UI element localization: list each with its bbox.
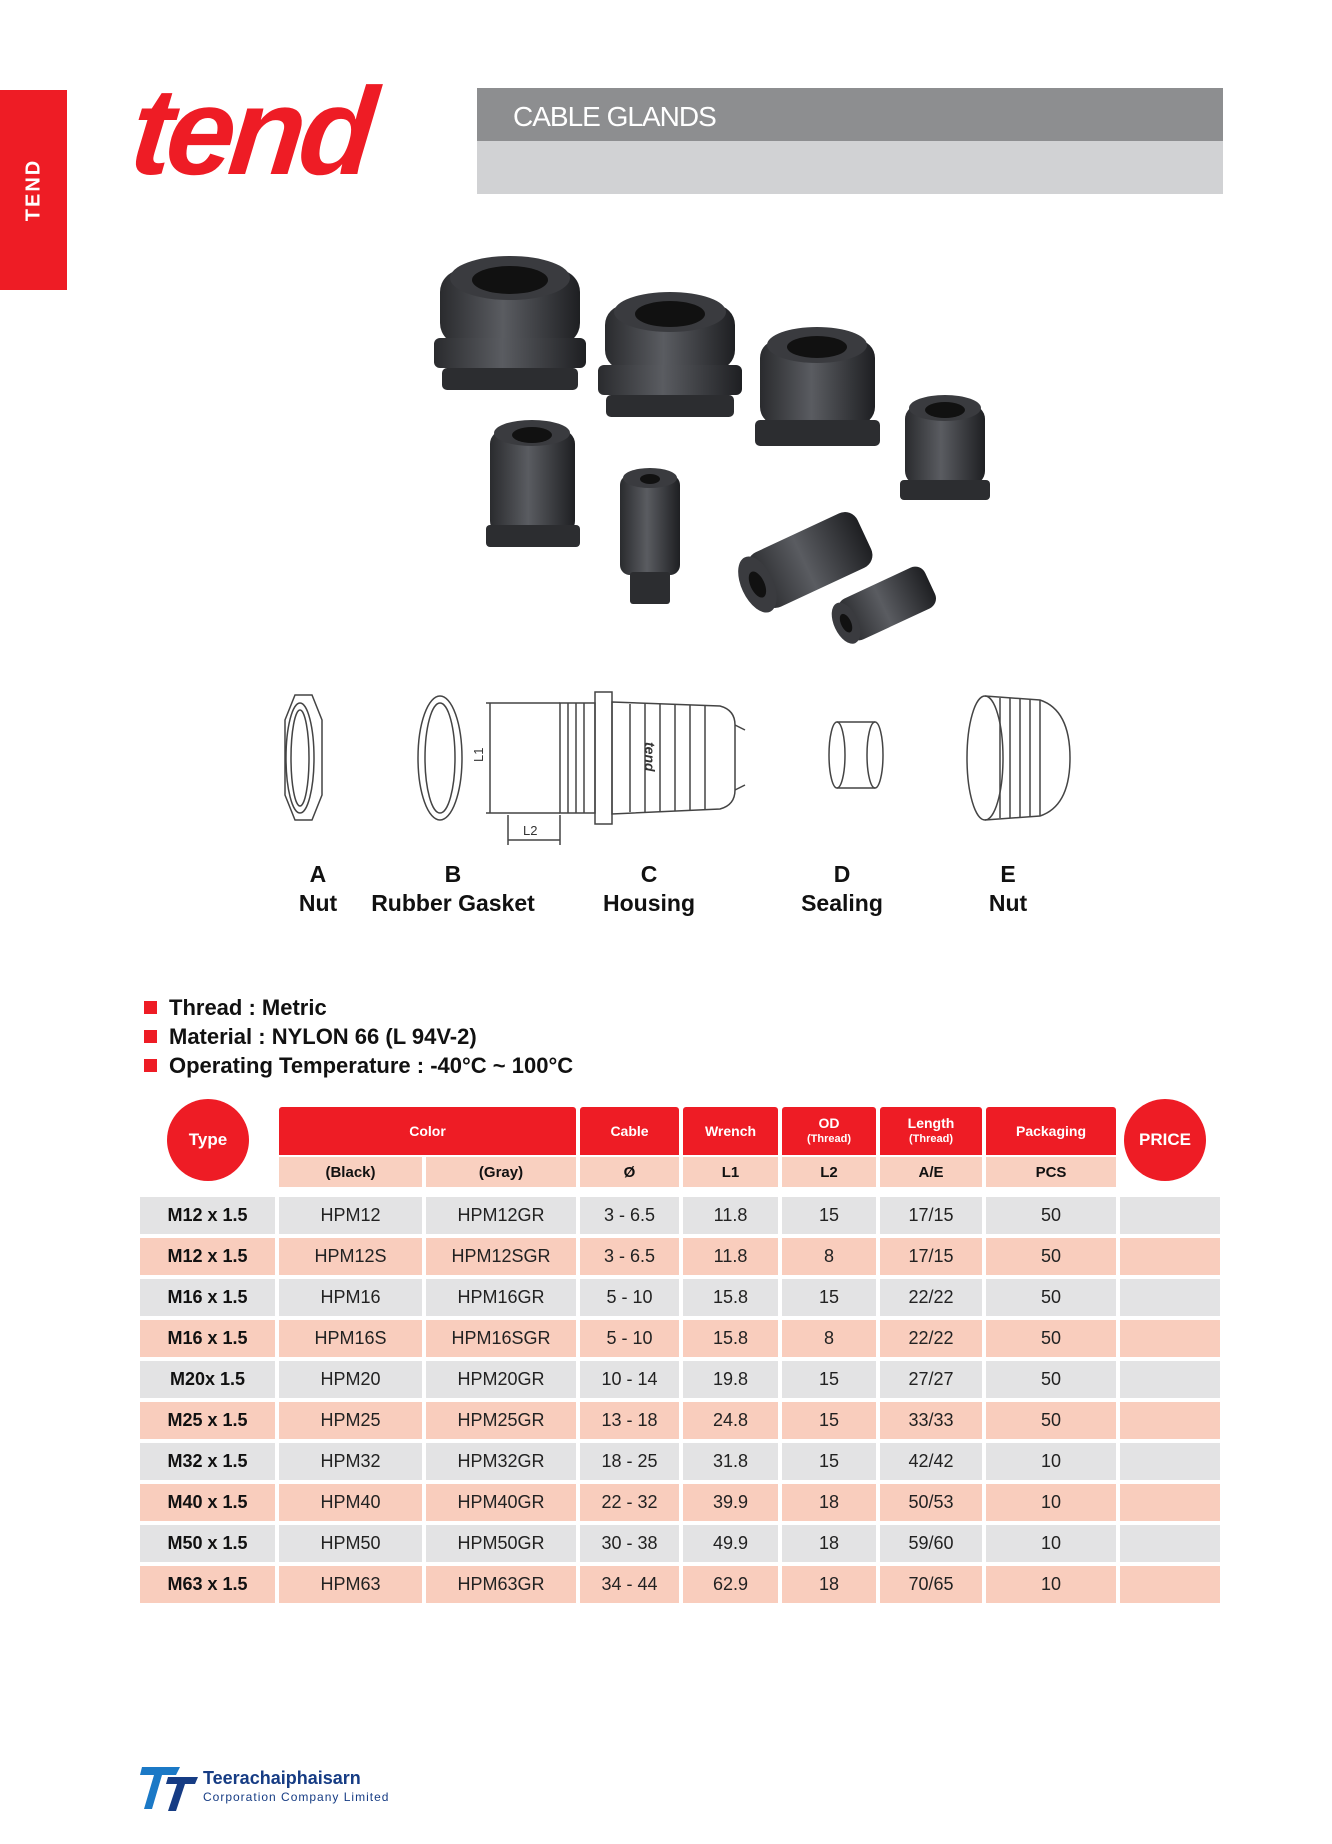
- gland-large-1: [434, 256, 586, 390]
- part-name: Housing: [603, 890, 695, 916]
- wrench-subheader: L1: [683, 1157, 778, 1187]
- length-subheader: A/E: [880, 1157, 982, 1187]
- spec-list: [144, 993, 573, 1080]
- spec-text: Material : NYLON 66 (L 94V-2): [169, 1023, 477, 1049]
- black-code-cell: HPM40: [279, 1484, 422, 1521]
- od-cell: 15: [782, 1443, 876, 1480]
- cable-cell: 5 - 10: [580, 1279, 679, 1316]
- gray-code-cell: HPM25GR: [426, 1402, 576, 1439]
- gray-subheader: (Gray): [426, 1157, 576, 1187]
- packaging-cell: 10: [986, 1484, 1116, 1521]
- wrench-cell: 15.8: [683, 1279, 778, 1316]
- price-cell: [1120, 1361, 1220, 1398]
- wrench-cell: 11.8: [683, 1238, 778, 1275]
- gray-code-cell: HPM12SGR: [426, 1238, 576, 1275]
- length-header: [880, 1107, 982, 1155]
- part-b-gasket-drawing: [418, 696, 462, 820]
- part-letter: D: [833, 861, 851, 887]
- wrench-header: Wrench: [683, 1107, 778, 1155]
- gland-thin: [620, 468, 680, 604]
- black-code-cell: HPM12: [279, 1197, 422, 1234]
- housing-brand-mark: tend: [642, 742, 658, 772]
- table-row: [140, 1279, 1220, 1316]
- od-cell: 18: [782, 1566, 876, 1603]
- od-cell: 15: [782, 1279, 876, 1316]
- cable-cell: 3 - 6.5: [580, 1197, 679, 1234]
- type-cell: M12 x 1.5: [140, 1197, 275, 1234]
- packaging-header: Packaging: [986, 1107, 1116, 1155]
- packaging-cell: 50: [986, 1238, 1116, 1275]
- length-cell: 42/42: [880, 1443, 982, 1480]
- type-cell: M16 x 1.5: [140, 1279, 275, 1316]
- price-cell: [1120, 1566, 1220, 1603]
- part-letter: C: [640, 861, 658, 887]
- length-cell: 50/53: [880, 1484, 982, 1521]
- bullet-icon: [144, 1059, 157, 1072]
- price-cell: [1120, 1197, 1220, 1234]
- od-cell: 8: [782, 1320, 876, 1357]
- price-cell: [1120, 1279, 1220, 1316]
- color-header: Color: [279, 1107, 576, 1155]
- gray-code-cell: HPM63GR: [426, 1566, 576, 1603]
- od-cell: 15: [782, 1197, 876, 1234]
- page-title: CABLE GLANDS: [513, 101, 716, 132]
- cable-header: Cable: [580, 1107, 679, 1155]
- length-cell: 17/15: [880, 1197, 982, 1234]
- gray-code-cell: HPM20GR: [426, 1361, 576, 1398]
- type-cell: M63 x 1.5: [140, 1566, 275, 1603]
- gray-code-cell: HPM32GR: [426, 1443, 576, 1480]
- od-subheader: L2: [782, 1157, 876, 1187]
- packaging-cell: 50: [986, 1320, 1116, 1357]
- part-a-nut-drawing: [285, 695, 322, 820]
- table-header: [140, 1107, 1220, 1187]
- cable-cell: 22 - 32: [580, 1484, 679, 1521]
- spec-text: Operating Temperature : -40°C ~ 100°C: [169, 1052, 574, 1078]
- packaging-cell: 50: [986, 1279, 1116, 1316]
- od-cell: 15: [782, 1402, 876, 1439]
- od-cell: 8: [782, 1238, 876, 1275]
- part-e-nut-drawing: [967, 696, 1070, 820]
- gray-code-cell: HPM16GR: [426, 1279, 576, 1316]
- length-cell: 70/65: [880, 1566, 982, 1603]
- type-header: Type: [167, 1099, 249, 1181]
- price-header: PRICE: [1124, 1099, 1206, 1181]
- gland-small-left: [486, 420, 580, 547]
- type-cell: M12 x 1.5: [140, 1238, 275, 1275]
- wrench-cell: 11.8: [683, 1197, 778, 1234]
- type-cell: M40 x 1.5: [140, 1484, 275, 1521]
- cable-cell: 3 - 6.5: [580, 1238, 679, 1275]
- black-subheader: (Black): [279, 1157, 422, 1187]
- product-table: [140, 1197, 1220, 1607]
- header-bar: [477, 88, 1223, 141]
- price-cell: [1120, 1320, 1220, 1357]
- company-name: Teerachaiphaisarn: [203, 1768, 361, 1788]
- table-row: [140, 1525, 1220, 1562]
- dim-l1-label: L1: [471, 747, 486, 762]
- od-header-label: OD: [818, 1115, 840, 1131]
- part-letter: E: [1000, 861, 1016, 887]
- bullet-icon: [144, 1001, 157, 1014]
- company-logo-icon: [140, 1763, 200, 1813]
- wrench-cell: 31.8: [683, 1443, 778, 1480]
- spec-text: Thread : Metric: [169, 994, 327, 1020]
- wrench-cell: 39.9: [683, 1484, 778, 1521]
- gland-medium: [755, 327, 880, 446]
- table-row: [140, 1566, 1220, 1603]
- black-code-cell: HPM20: [279, 1361, 422, 1398]
- od-cell: 15: [782, 1361, 876, 1398]
- part-name: Rubber Gasket: [371, 890, 535, 916]
- table-row: [140, 1238, 1220, 1275]
- black-code-cell: HPM16S: [279, 1320, 422, 1357]
- part-letter: B: [444, 861, 462, 887]
- price-cell: [1120, 1525, 1220, 1562]
- company-subtitle: Corporation Company Limited: [203, 1790, 390, 1804]
- cable-cell: 30 - 38: [580, 1525, 679, 1562]
- part-name: Nut: [298, 890, 338, 916]
- wrench-cell: 49.9: [683, 1525, 778, 1562]
- table-row: [140, 1320, 1220, 1357]
- price-cell: [1120, 1484, 1220, 1521]
- packaging-cell: 50: [986, 1361, 1116, 1398]
- wrench-cell: 24.8: [683, 1402, 778, 1439]
- od-cell: 18: [782, 1484, 876, 1521]
- packaging-cell: 10: [986, 1525, 1116, 1562]
- packaging-cell: 50: [986, 1402, 1116, 1439]
- black-code-cell: HPM50: [279, 1525, 422, 1562]
- type-cell: M32 x 1.5: [140, 1443, 275, 1480]
- wrench-cell: 19.8: [683, 1361, 778, 1398]
- length-cell: 27/27: [880, 1361, 982, 1398]
- dim-l2-label: L2: [523, 823, 538, 838]
- length-cell: 33/33: [880, 1402, 982, 1439]
- gray-code-cell: HPM40GR: [426, 1484, 576, 1521]
- cable-cell: 34 - 44: [580, 1566, 679, 1603]
- part-name: Nut: [988, 890, 1028, 916]
- bullet-icon: [144, 1030, 157, 1043]
- wrench-cell: 62.9: [683, 1566, 778, 1603]
- side-tab: [0, 90, 67, 290]
- price-cell: [1120, 1443, 1220, 1480]
- packaging-subheader: PCS: [986, 1157, 1116, 1187]
- table-row: [140, 1361, 1220, 1398]
- table-row: [140, 1443, 1220, 1480]
- length-header-sub: (Thread): [909, 1133, 953, 1145]
- black-code-cell: HPM12S: [279, 1238, 422, 1275]
- type-cell: M25 x 1.5: [140, 1402, 275, 1439]
- part-letter: A: [309, 861, 327, 887]
- type-cell: M16 x 1.5: [140, 1320, 275, 1357]
- part-label-b: [371, 860, 535, 918]
- black-code-cell: HPM32: [279, 1443, 422, 1480]
- cable-cell: 10 - 14: [580, 1361, 679, 1398]
- price-cell: [1120, 1402, 1220, 1439]
- wrench-cell: 15.8: [683, 1320, 778, 1357]
- price-cell: [1120, 1238, 1220, 1275]
- spec-item: [144, 1051, 573, 1080]
- packaging-cell: 50: [986, 1197, 1116, 1234]
- part-label-d: [801, 860, 883, 918]
- type-cell: M20x 1.5: [140, 1361, 275, 1398]
- table-row: [140, 1402, 1220, 1439]
- gland-small-right: [900, 395, 990, 500]
- part-label-e: [989, 860, 1027, 918]
- gray-code-cell: HPM12GR: [426, 1197, 576, 1234]
- packaging-cell: 10: [986, 1566, 1116, 1603]
- cable-cell: 18 - 25: [580, 1443, 679, 1480]
- packaging-cell: 10: [986, 1443, 1116, 1480]
- black-code-cell: HPM16: [279, 1279, 422, 1316]
- gray-code-cell: HPM16SGR: [426, 1320, 576, 1357]
- table-row: [140, 1484, 1220, 1521]
- od-header: [782, 1107, 876, 1155]
- black-code-cell: HPM63: [279, 1566, 422, 1603]
- gland-large-2: [598, 292, 742, 417]
- part-name: Sealing: [801, 890, 883, 916]
- length-cell: 22/22: [880, 1279, 982, 1316]
- spec-item: [144, 1022, 573, 1051]
- side-tab-label: TEND: [22, 158, 44, 222]
- part-d-sealing-drawing: [829, 722, 883, 788]
- table-row: [140, 1197, 1220, 1234]
- brand-logo: tend: [124, 63, 378, 201]
- black-code-cell: HPM25: [279, 1402, 422, 1439]
- length-cell: 22/22: [880, 1320, 982, 1357]
- length-cell: 59/60: [880, 1525, 982, 1562]
- od-header-sub: (Thread): [807, 1133, 851, 1145]
- part-label-a: [299, 860, 337, 918]
- product-photo: [420, 250, 1020, 670]
- type-cell: M50 x 1.5: [140, 1525, 275, 1562]
- length-cell: 17/15: [880, 1238, 982, 1275]
- spec-item: [144, 993, 573, 1022]
- parts-diagram: [250, 680, 1110, 850]
- length-header-label: Length: [907, 1115, 955, 1131]
- cable-cell: 5 - 10: [580, 1320, 679, 1357]
- header-subbar: [477, 141, 1223, 194]
- cable-cell: 13 - 18: [580, 1402, 679, 1439]
- part-label-c: [603, 860, 695, 918]
- gray-code-cell: HPM50GR: [426, 1525, 576, 1562]
- od-cell: 18: [782, 1525, 876, 1562]
- cable-subheader: Ø: [580, 1157, 679, 1187]
